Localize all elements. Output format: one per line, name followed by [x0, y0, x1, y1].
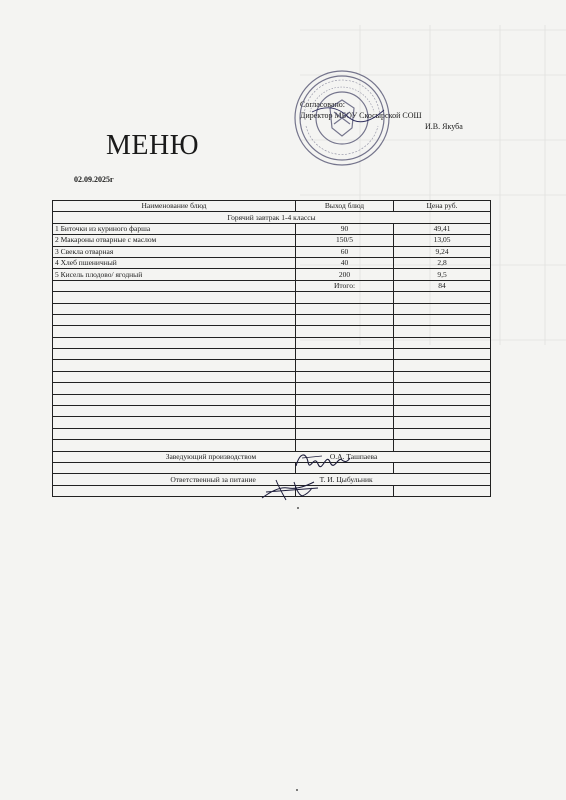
- nutrition-handwritten-signature: [258, 476, 326, 504]
- production-handwritten-signature: [292, 448, 352, 474]
- scan-speck: [297, 507, 299, 509]
- table-empty-row: [53, 337, 491, 348]
- dish-yield: 200: [296, 269, 394, 280]
- dish-name: 1 Биточки из куриного фарша: [53, 223, 296, 234]
- menu-date: 02.09.2025г: [74, 175, 114, 184]
- table-empty-row: [53, 428, 491, 439]
- table-empty-row: [53, 383, 491, 394]
- approval-position: Директор МБОУ Скосырской СОШ: [300, 111, 422, 120]
- table-empty-row: [53, 303, 491, 314]
- dish-price: 13,05: [394, 235, 491, 246]
- table-empty-row: [53, 349, 491, 360]
- nutrition-head-label: Ответственный за питание: [170, 474, 256, 484]
- table-total-row: [53, 280, 491, 291]
- dish-name: 5 Кисель плодово/ ягодный: [53, 269, 296, 280]
- dish-price: 49,41: [394, 223, 491, 234]
- approval-signatory: И.В. Якуба: [425, 122, 463, 131]
- page-title: МЕНЮ: [106, 130, 199, 161]
- official-stamp-seal: [292, 68, 392, 168]
- dish-name: 2 Макароны отварные с маслом: [53, 235, 296, 246]
- dish-yield: 150/5: [296, 235, 394, 246]
- table-header-row: [53, 201, 491, 212]
- table-row: [53, 257, 491, 268]
- production-head-label: Заведующий производством: [165, 451, 257, 461]
- table-empty-row: [53, 394, 491, 405]
- table-row: [53, 246, 491, 257]
- nutrition-head-name: Т. И. Цыбульник: [319, 474, 373, 484]
- table-empty-row: [53, 440, 491, 451]
- header-dish-name: Наименование блюд: [53, 201, 296, 212]
- dish-price: 9,5: [394, 269, 491, 280]
- table-empty-row: [53, 406, 491, 417]
- scan-speck: [296, 789, 298, 791]
- dish-name: 3 Свекла отварная: [53, 246, 296, 257]
- dish-price: 9,24: [394, 246, 491, 257]
- table-row: [53, 269, 491, 280]
- total-label: Итого:: [296, 280, 394, 291]
- production-signature-row: [53, 451, 491, 462]
- header-yield: Выход блюд: [296, 201, 394, 212]
- table-row: [53, 235, 491, 246]
- dish-yield: 90: [296, 223, 394, 234]
- dish-yield: 40: [296, 257, 394, 268]
- table-empty-row: [53, 326, 491, 337]
- dish-price: 2,8: [394, 257, 491, 268]
- table-empty-row: [53, 371, 491, 382]
- table-section-row: [53, 212, 491, 223]
- table-empty-row: [53, 292, 491, 303]
- table-empty-row: [53, 417, 491, 428]
- header-price: Цена руб.: [394, 201, 491, 212]
- table-row: [53, 223, 491, 234]
- dish-name: 4 Хлеб пшеничный: [53, 257, 296, 268]
- total-value: 84: [394, 280, 491, 291]
- approval-label: Согласовано:: [300, 100, 346, 109]
- production-head-name: О.А. Ташпаева: [329, 451, 378, 461]
- section-title: Горячий завтрак 1-4 классы: [53, 212, 491, 223]
- table-empty-row: [53, 462, 491, 473]
- dish-yield: 60: [296, 246, 394, 257]
- table-empty-row: [53, 314, 491, 325]
- menu-table: [52, 200, 491, 497]
- table-empty-row: [53, 360, 491, 371]
